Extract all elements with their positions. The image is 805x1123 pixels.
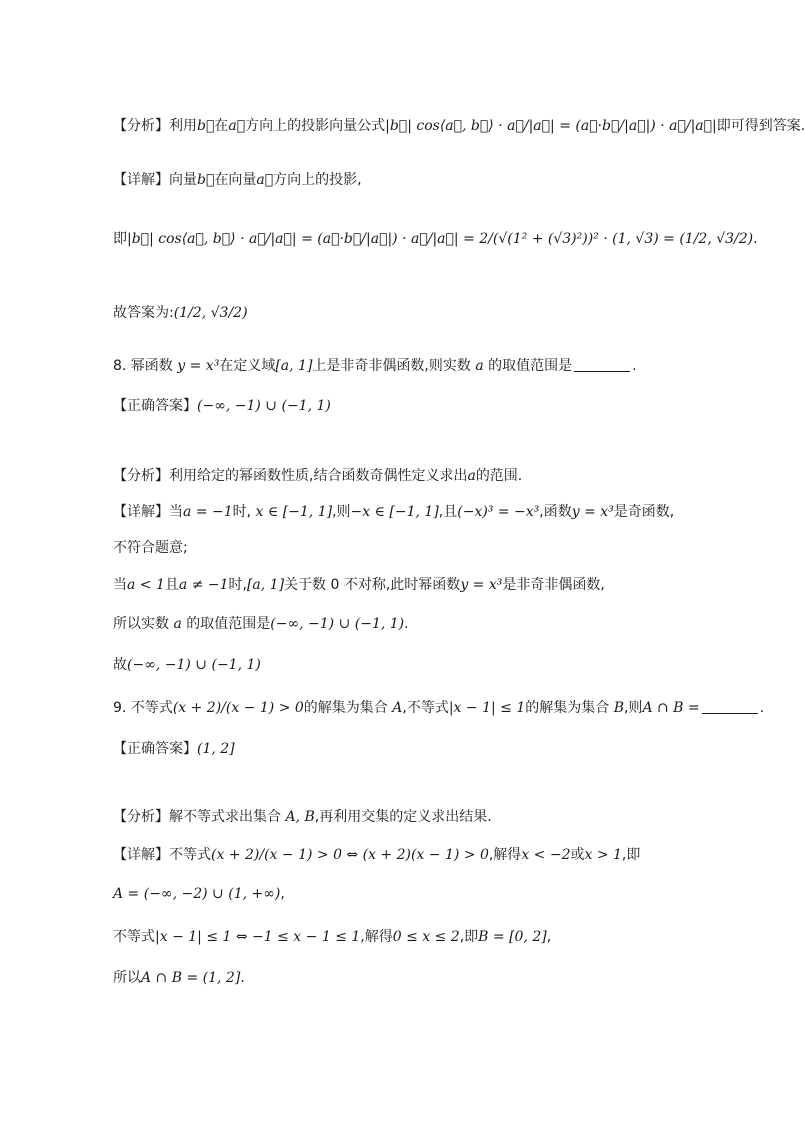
text-segment: ,且 (438, 504, 458, 520)
math-expression: a⃗ (228, 118, 246, 134)
math-expression: a (467, 468, 476, 484)
math-expression: A ∩ B = (642, 700, 700, 716)
text-segment: , (280, 886, 285, 902)
text-segment: 方向上的投影, (273, 172, 362, 188)
text-segment: . (240, 970, 245, 986)
text-line (113, 845, 734, 865)
text-line (113, 807, 734, 827)
text-segment: 【详解】向量 (113, 172, 197, 188)
text-segment: 在向量 (214, 172, 257, 188)
text-segment: 上是非奇非偶函数,则实数 (312, 358, 476, 374)
text-segment: ,解得 (360, 929, 393, 945)
text-segment: 8. 幂函数 (113, 358, 178, 374)
text-line (113, 396, 734, 416)
math-expression: |x − 1| ≤ 1 (448, 700, 526, 716)
text-segment: ,则 (623, 700, 643, 716)
math-expression: a (173, 616, 182, 632)
math-expression: a = −1 (183, 504, 233, 520)
text-segment: 时, (228, 577, 247, 593)
text-segment: 在定义域 (219, 358, 276, 374)
math-expression: (−∞, −1) ∪ (−1, 1) (197, 398, 331, 414)
text-segment: ,解得 (488, 847, 522, 863)
text-segment: , (546, 929, 552, 945)
text-segment: 不符合题意; (113, 540, 188, 556)
text-segment: . (404, 616, 409, 632)
text-segment: 的取值范围是 (181, 616, 271, 632)
answer-blank (702, 699, 758, 714)
text-segment: 9. 不等式 (113, 700, 173, 716)
math-expression: A = (−∞, −2) ∪ (1, +∞) (113, 886, 281, 902)
math-expression: y = x³ (177, 358, 220, 374)
text-segment: 方向上的投影向量公式 (245, 118, 386, 134)
math-expression: A ∩ B = (1, 2] (141, 970, 241, 986)
text-line (113, 575, 734, 595)
text-segment: ,再利用交集的定义求出结果. (314, 809, 492, 825)
text-segment: 当 (113, 577, 127, 593)
math-expression: a (475, 358, 484, 374)
math-expression: (−∞, −1) ∪ (−1, 1) (127, 657, 261, 673)
text-segment: 的解集为集合 (303, 700, 393, 716)
text-segment: 【详解】不等式 (113, 847, 211, 863)
text-line (113, 356, 734, 376)
text-segment: . (753, 231, 758, 247)
math-expression: |x − 1| ≤ 1 ⇔ −1 ≤ x − 1 ≤ 1 (155, 929, 361, 945)
text-line (113, 927, 734, 947)
text-line (113, 614, 734, 634)
math-expression: B (613, 700, 624, 716)
math-expression: b⃗ (197, 118, 215, 134)
text-segment: 所以实数 (113, 616, 174, 632)
text-segment: 故 (113, 657, 127, 673)
math-expression: a < 1 (127, 577, 165, 593)
text-line (113, 170, 734, 190)
math-expression: (−∞, −1) ∪ (−1, 1) (270, 616, 405, 632)
text-segment: 【分析】解不等式求出集合 (113, 809, 286, 825)
text-segment: 时, (232, 504, 256, 520)
text-segment: 的解集为集合 (525, 700, 614, 716)
text-line (113, 739, 734, 759)
text-segment: 【分析】利用给定的幂函数性质,结合函数奇偶性定义求出 (113, 468, 468, 484)
text-segment: 或 (570, 847, 585, 863)
text-line (113, 968, 734, 988)
math-expression: A (392, 700, 403, 716)
answer-blank (574, 357, 630, 372)
math-expression: x > 1 (584, 847, 622, 863)
text-segment: 故答案为: (113, 305, 174, 321)
math-expression: (x + 2)/(x − 1) > 0 (172, 700, 304, 716)
text-segment: 是奇函数, (613, 504, 675, 520)
text-line (113, 884, 734, 904)
text-segment: 【分析】利用 (113, 118, 197, 134)
math-expression: [a, 1] (246, 577, 285, 593)
text-segment: 是非奇非偶函数, (502, 577, 605, 593)
text-segment: ,即 (621, 847, 641, 863)
text-segment: 【详解】当 (113, 504, 183, 520)
text-segment: 【正确答案】 (113, 398, 197, 414)
math-expression: a ≠ −1 (178, 577, 229, 593)
math-expression: 0 ≤ x ≤ 2 (392, 929, 460, 945)
math-expression: −x ∈ [−1, 1] (350, 504, 439, 520)
math-expression: x ∈ [−1, 1] (255, 504, 333, 520)
text-segment: . (632, 358, 637, 374)
text-line (113, 698, 765, 718)
math-expression: x < −2 (521, 847, 571, 863)
math-expression: y = x³ (571, 504, 614, 520)
text-segment: 【正确答案】 (113, 741, 197, 757)
text-segment: 关于数 0 不对称,此时幂函数 (284, 577, 461, 593)
math-expression: A, B (285, 809, 315, 825)
text-line (113, 303, 734, 323)
math-expression: |b⃗| cos⟨a⃗, b⃗⟩ · a⃗/|a⃗| = (a⃗·b⃗/|a⃗|) · a⃗/|a⃗| (385, 118, 717, 134)
math-expression: [a, 1] (275, 358, 313, 374)
math-expression: b⃗ (197, 172, 215, 188)
text-segment: ,则 (332, 504, 351, 520)
math-expression: (x + 2)/(x − 1) > 0 ⇔ (x + 2)(x − 1) > 0 (211, 847, 489, 863)
text-segment: 即 (113, 231, 127, 247)
math-expression: (1/2, √3/2) (173, 305, 248, 321)
text-segment: 所以 (113, 970, 141, 986)
text-line (113, 502, 734, 522)
math-expression: (1, 2] (197, 741, 235, 757)
text-line (113, 116, 805, 136)
text-segment: 的范围. (475, 468, 523, 484)
text-segment: 的取值范围是 (483, 358, 573, 374)
math-expression: (−x)³ = −x³ (457, 504, 540, 520)
text-segment: 在 (214, 118, 229, 134)
text-segment: ,即 (459, 929, 479, 945)
math-expression: |b⃗| cos⟨a⃗, b⃗⟩ · a⃗/|a⃗| = (a⃗·b⃗/|a⃗|) · a⃗/|a⃗| = 2/(√(1² + (√3)²))² · (1, √3) = (1/2, √3/2) (127, 231, 754, 247)
text-line (113, 655, 734, 675)
text-segment: 不等式 (113, 929, 155, 945)
text-line (113, 466, 734, 486)
math-expression: a⃗ (256, 172, 274, 188)
text-line (113, 229, 758, 249)
text-segment: ,不等式 (402, 700, 449, 716)
math-expression: B = [0, 2] (478, 929, 547, 945)
text-line (113, 538, 734, 558)
text-segment: ,函数 (539, 504, 572, 520)
text-segment: 且 (164, 577, 179, 593)
math-expression: y = x³ (460, 577, 503, 593)
text-segment: 即可得到答案. (716, 118, 805, 134)
text-segment: . (759, 700, 765, 716)
